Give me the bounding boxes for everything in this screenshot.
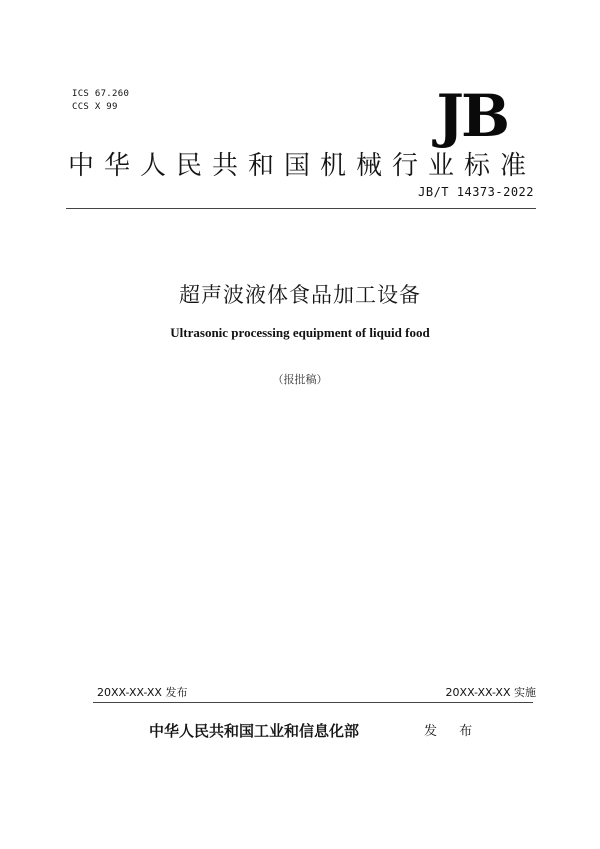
document-title-english: Ultrasonic processing equipment of liquid food [170, 325, 430, 340]
publish-label: 发 布 [424, 724, 482, 739]
publisher-name: 中华人民共和国工业和信息化部 [149, 722, 360, 740]
ics-code: ICS 67.260 [72, 89, 130, 99]
effective-date: 20XX-XX-XX 实施 [445, 686, 536, 699]
document-title-chinese: 超声波液体食品加工设备 [179, 283, 421, 307]
ccs-code: CCS X 99 [72, 102, 118, 112]
standard-number: JB/T 14373-2022 [418, 185, 534, 199]
issue-date: 20XX-XX-XX 发布 [97, 686, 188, 699]
footer-divider [93, 702, 533, 703]
jb-logo: JB [436, 82, 507, 150]
draft-status: （报批稿） [272, 373, 328, 386]
header-divider [66, 208, 536, 209]
classification-codes [72, 88, 129, 114]
organization-title: 中华人民共和国机械行业标准 [68, 151, 537, 181]
